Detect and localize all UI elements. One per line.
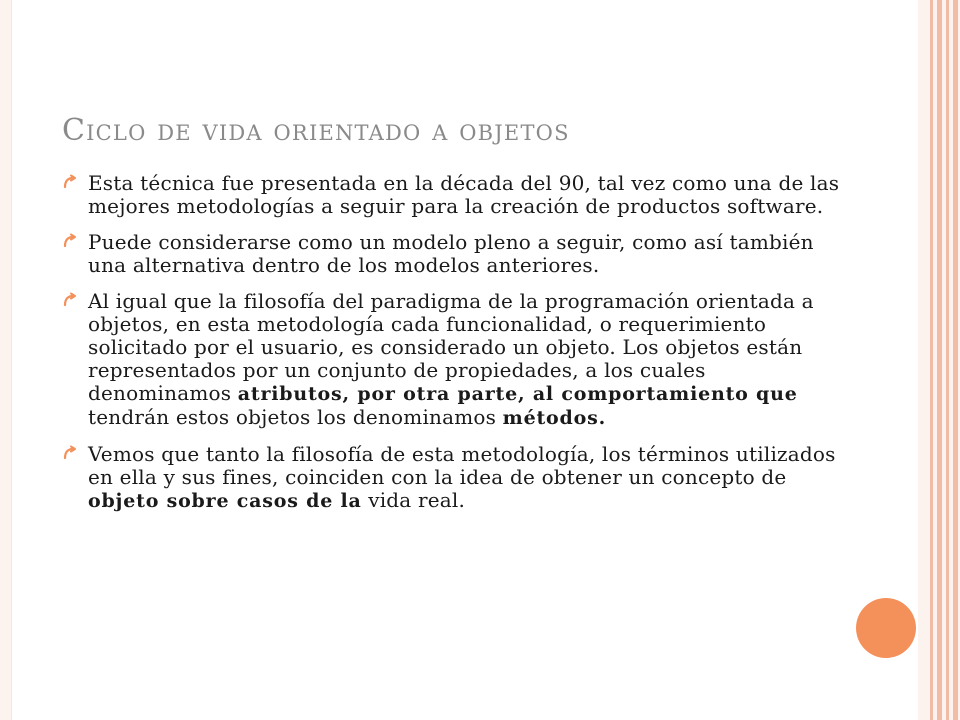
curved-arrow-bullet-icon xyxy=(62,445,78,461)
emphasized-text: objeto sobre casos de la xyxy=(88,490,362,512)
bullet-text: Vemos que tanto la filosofía de esta metodología, los términos utilizados en ella y sus fines, coinciden con la idea de obtener un concepto de xyxy=(88,442,836,489)
stripe xyxy=(930,0,933,720)
bullet-text: vida real. xyxy=(361,488,466,512)
curved-arrow-bullet-icon xyxy=(62,233,78,249)
bullet-text: Al igual que la filosofía del paradigma de la programación orientada a objetos, en esta metodología cada funcionalidad, o requerimiento solicitado por el usuario, es considerado un objeto. Los objetos están representados por un conjunto de propiedades, a los cuales denominamos xyxy=(88,289,814,405)
bullet-item xyxy=(62,231,842,277)
curved-arrow-bullet-icon xyxy=(62,174,78,190)
stripe xyxy=(937,0,942,720)
accent-circle xyxy=(856,598,916,658)
bullet-item xyxy=(62,443,842,513)
stripe xyxy=(953,0,958,720)
bullet-text: tendrán estos objetos los denominamos xyxy=(88,405,503,429)
bullet-item xyxy=(62,172,842,218)
emphasized-text: atributos, por otra parte, al comportamiento que xyxy=(237,383,798,405)
stripe xyxy=(946,0,949,720)
bullet-list xyxy=(62,172,842,526)
bullet-text: Esta técnica fue presentada en la década del 90, tal vez como una de las mejores metodologías a seguir para la creación de productos software. xyxy=(88,171,840,218)
slide-title: Ciclo de vida orientado a objetos xyxy=(62,113,570,149)
bullet-text: Puede considerarse como un modelo pleno a seguir, como así también una alternativa dentro de los modelos anteriores. xyxy=(88,230,814,277)
bullet-item xyxy=(62,290,842,430)
emphasized-text: métodos. xyxy=(502,407,606,429)
decorative-stripes xyxy=(918,0,960,720)
curved-arrow-bullet-icon xyxy=(62,292,78,308)
